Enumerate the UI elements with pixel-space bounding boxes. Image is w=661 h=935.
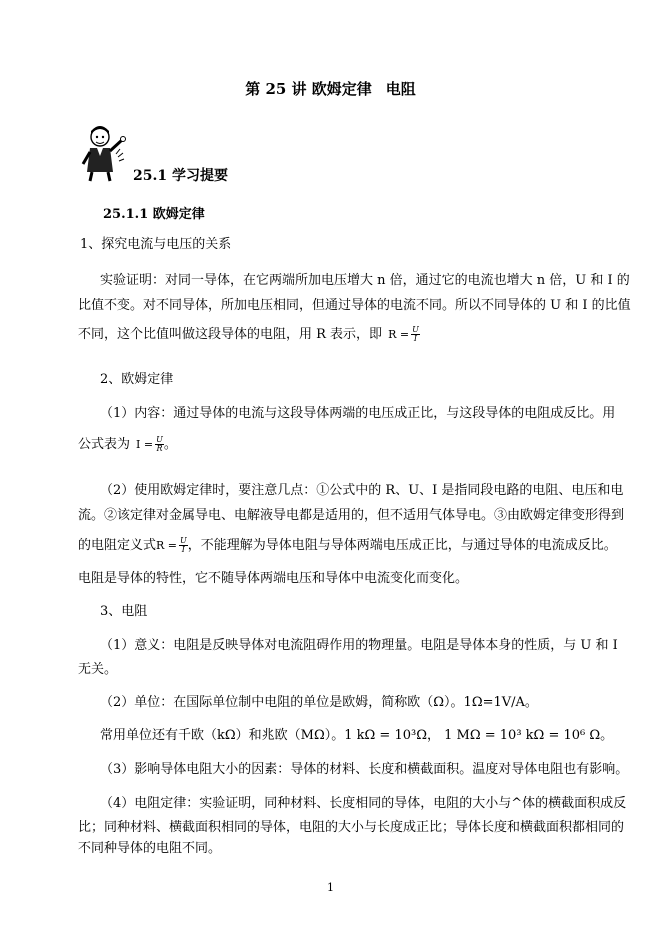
p1-line-1: 实验证明：对同一导体，在它两端所加电压增大 n 倍，通过它的电流也增大 n 倍，U 和 I 的 — [100, 273, 630, 288]
fraction-u-over-i: $\frac{U}{I}$ — [412, 325, 419, 343]
formula-r-def-label: R = — [156, 539, 178, 552]
title-main: 第 25 讲 欧姆定律 — [245, 80, 372, 98]
subsection-heading: 25.1.1 欧姆定律 — [103, 207, 205, 222]
title-sub: 电阻 — [385, 80, 416, 98]
section-heading: 25.1 学习提要 — [133, 168, 228, 184]
p4-line-1: （1）意义：电阻是反映导体对电流阻碍作用的物理量。电阻是导体本身的性质，与 U 和 I — [100, 638, 618, 653]
p4-line-2: 无关。 — [78, 662, 118, 677]
fraction-u-over-r: $\frac{U}{R}$ — [156, 435, 163, 453]
p6-line: 常用单位还有千欧（kΩ）和兆欧（MΩ）。1 kΩ = 10³Ω， 1 MΩ = 10³ kΩ = 10⁶ Ω。 — [100, 728, 614, 743]
p8-line-2: 比；同种材料、横截面积相同的导体，电阻的大小与长度成正比；导体长度和横截面积都相同的 — [78, 820, 625, 835]
p3-line-4: 电阻是导体的特性，它不随导体两端电压和导体中电流变化而变化。 — [78, 571, 469, 586]
item-heading-2: 2、欧姆定律 — [100, 372, 174, 387]
p8-line-3: 不同种导体的电阻不同。 — [78, 841, 222, 856]
formula-i-label: I = — [136, 438, 154, 451]
p1-line-2: 比值不变。对不同导体，所加电压相同，但通过导体的电流不同。所以不同导体的 U 和 I 的比值 — [78, 298, 631, 313]
p2-line-1: （1）内容：通过导体的电流与这段导体两端的电压成正比，与这段导体的电阻成反比。用 — [100, 406, 616, 421]
p3-line-3: 的电阻定义式R = $\frac{U}{I}$ ，不能理解为导体电阻与导体两端电压成正比，与通过导体的电流成反比。 — [78, 536, 617, 554]
fraction-u-over-i-2: $\frac{U}{I}$ — [180, 536, 187, 554]
p3-line-1: （2）使用欧姆定律时，要注意几点：①公式中的 R、U、I 是指同段电路的电阻、电压和电 — [100, 483, 624, 498]
p5-line: （2）单位：在国际单位制中电阻的单位是欧姆，简称欧（Ω）。1Ω=1V/A。 — [100, 695, 538, 710]
item-heading-3: 3、电阻 — [100, 604, 148, 619]
p8-line-1: （4）电阻定律：实验证明，同种材料、长度相同的导体，电阻的大小与^体的横截面积成反 — [100, 796, 627, 811]
page-number: 1 — [327, 881, 334, 894]
p1-line-3: 不同，这个比值叫做这段导体的电阻，用 R 表示，即 R = $\frac{U}{I}$ — [78, 325, 419, 343]
p3-line-2: 流。②该定律对金属导电、电解液导电都是适用的，但不适用气体导电。③由欧姆定律变形得到 — [78, 508, 625, 523]
item-heading-1: 1、探究电流与电压的关系 — [80, 237, 232, 252]
p2-line-2: 公式表为 I = $\frac{U}{R}$ 。 — [78, 435, 177, 453]
p7-line: （3）影响导体电阻大小的因素：导体的材料、长度和横截面积。温度对导体电阻也有影响。 — [100, 762, 629, 777]
page-title — [0, 78, 661, 99]
teacher-mascot-icon — [80, 124, 130, 182]
formula-r-label: R = — [388, 328, 410, 341]
